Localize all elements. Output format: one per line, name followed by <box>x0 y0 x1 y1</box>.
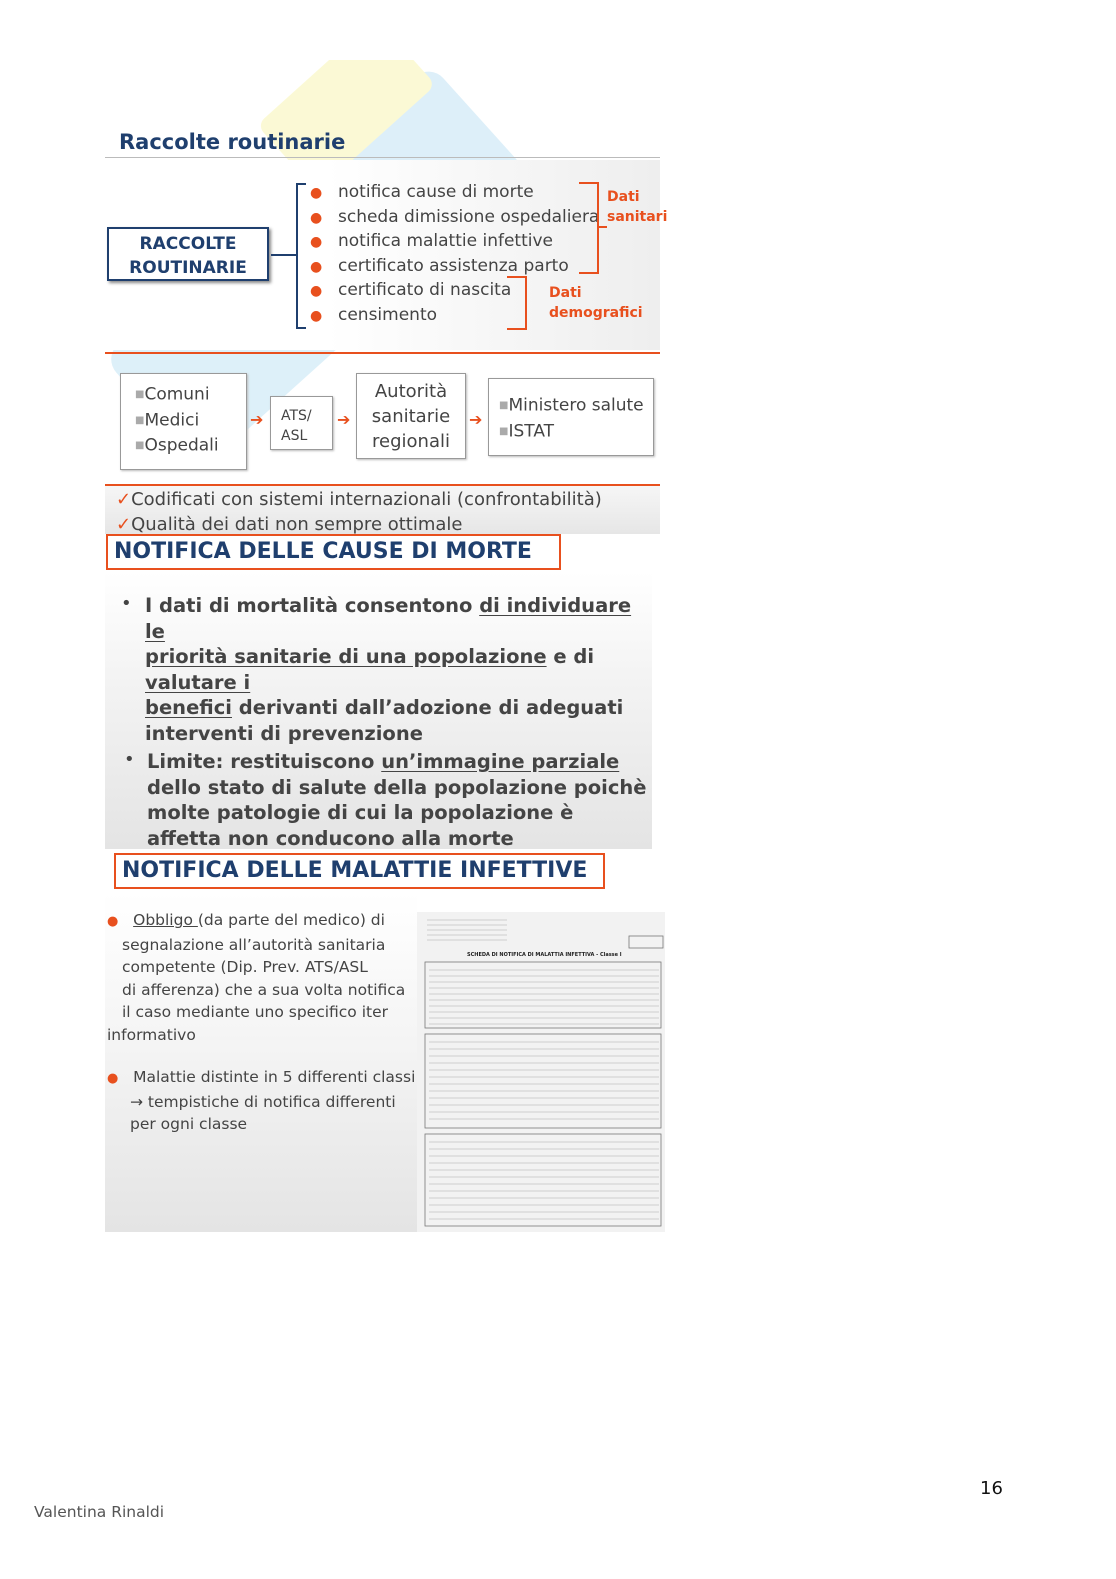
box-line-2: ROUTINARIE <box>129 258 247 278</box>
note-confrontabilita: ✓Codificati con sistemi internazionali (confrontabilità) <box>116 489 602 510</box>
sanitari-bracket <box>579 182 599 274</box>
square-bullet-icon: ■ <box>135 440 145 451</box>
note-qualita: ✓Qualità dei dati non sempre ottimale <box>116 514 463 534</box>
square-bullet-icon: ■ <box>499 400 509 411</box>
bullet-icon: • <box>124 749 135 770</box>
flow-box-ats-asl: ATS/ ASL <box>270 396 333 450</box>
list-item: ● certificato assistenza parto <box>310 254 599 279</box>
demografici-bracket <box>507 276 527 330</box>
list-bracket <box>296 183 306 329</box>
author-name: Valentina Rinaldi <box>34 1503 165 1521</box>
bullet-icon: • <box>121 593 132 614</box>
form-drawing <box>417 912 665 1232</box>
flow-box-sources: ■Comuni ■Medici ■Ospedali <box>120 373 247 470</box>
bullet-icon: ● <box>310 234 323 250</box>
form-title: SCHEDA DI NOTIFICA DI MALATTIA INFETTIVA - Classe I <box>467 952 622 958</box>
square-bullet-icon: ■ <box>499 425 509 437</box>
square-bullet-icon: ■ <box>135 389 145 400</box>
bullet-icon: ● <box>107 1071 119 1086</box>
limit-bullet: Limite: restituiscono un’immagine parziale dello stato di salute della popolazione poichè molte patologie di cui la popolazione è affetta non conducono alla morte <box>147 750 647 850</box>
slide3-title: NOTIFICA DELLE MALATTIE INFETTIVE <box>114 853 605 889</box>
arrow-right-icon: ➔ <box>337 410 351 429</box>
flow-box-regional: Autorità sanitarie regionali <box>356 373 466 459</box>
bullet-icon: ● <box>107 914 119 929</box>
list-item: ● censimento <box>310 303 599 328</box>
obbligo-paragraph: ● Obbligo (da parte del medico) di segnalazione all’autorità sanitaria competente (Dip. Prev. ATS/ASL di afferenza) che a sua volta notifica il caso mediante uno specifico iter informativo <box>107 911 406 1044</box>
sanitari-connector <box>599 226 607 228</box>
list-item: ● notifica malattie infettive <box>310 229 599 254</box>
square-bullet-icon: ■ <box>135 414 145 426</box>
check-icon: ✓ <box>116 514 132 534</box>
list-item: ● certificato di nascita <box>310 278 599 303</box>
bullet-icon: ● <box>310 307 323 324</box>
slide1-title: Raccolte routinarie <box>119 130 346 154</box>
classi-paragraph: ● Malattie distinte in 5 differenti classi → tempistiche di notifica differenti per ogni classe <box>107 1068 416 1133</box>
bullet-icon: ● <box>310 258 323 275</box>
arrow-right-icon: ➔ <box>469 410 483 429</box>
bullet-icon: ● <box>310 283 323 299</box>
section-divider <box>105 352 660 354</box>
check-icon: ✓ <box>116 489 132 510</box>
notification-form-image <box>417 912 665 1232</box>
box-line-1: RACCOLTE <box>139 234 237 254</box>
bullet-icon: ● <box>310 209 323 226</box>
bracket-connector <box>271 254 296 256</box>
raccolte-routinarie-box <box>107 227 269 281</box>
list-item: ● scheda dimissione ospedaliera <box>310 205 599 230</box>
arrow-right-icon: ➔ <box>250 410 264 429</box>
page-number: 16 <box>980 1478 1003 1499</box>
mortality-bullet: I dati di mortalità consentono di individuare le priorità sanitarie di una popolazione e di valutare i benefici derivanti dall’adozione di adeguati interventi di prevenzione <box>145 594 632 745</box>
label-dati-demografici: Dati demografici <box>549 285 643 321</box>
list-item: ● notifica cause di morte <box>310 180 599 205</box>
flow-box-national: ■Ministero salute ■ISTAT <box>488 378 654 456</box>
label-dati-sanitari: Dati sanitari <box>607 189 668 225</box>
title-divider <box>105 157 660 158</box>
bullet-icon: ● <box>310 185 323 201</box>
slide2-title: NOTIFICA DELLE CAUSE DI MORTE <box>106 534 561 570</box>
